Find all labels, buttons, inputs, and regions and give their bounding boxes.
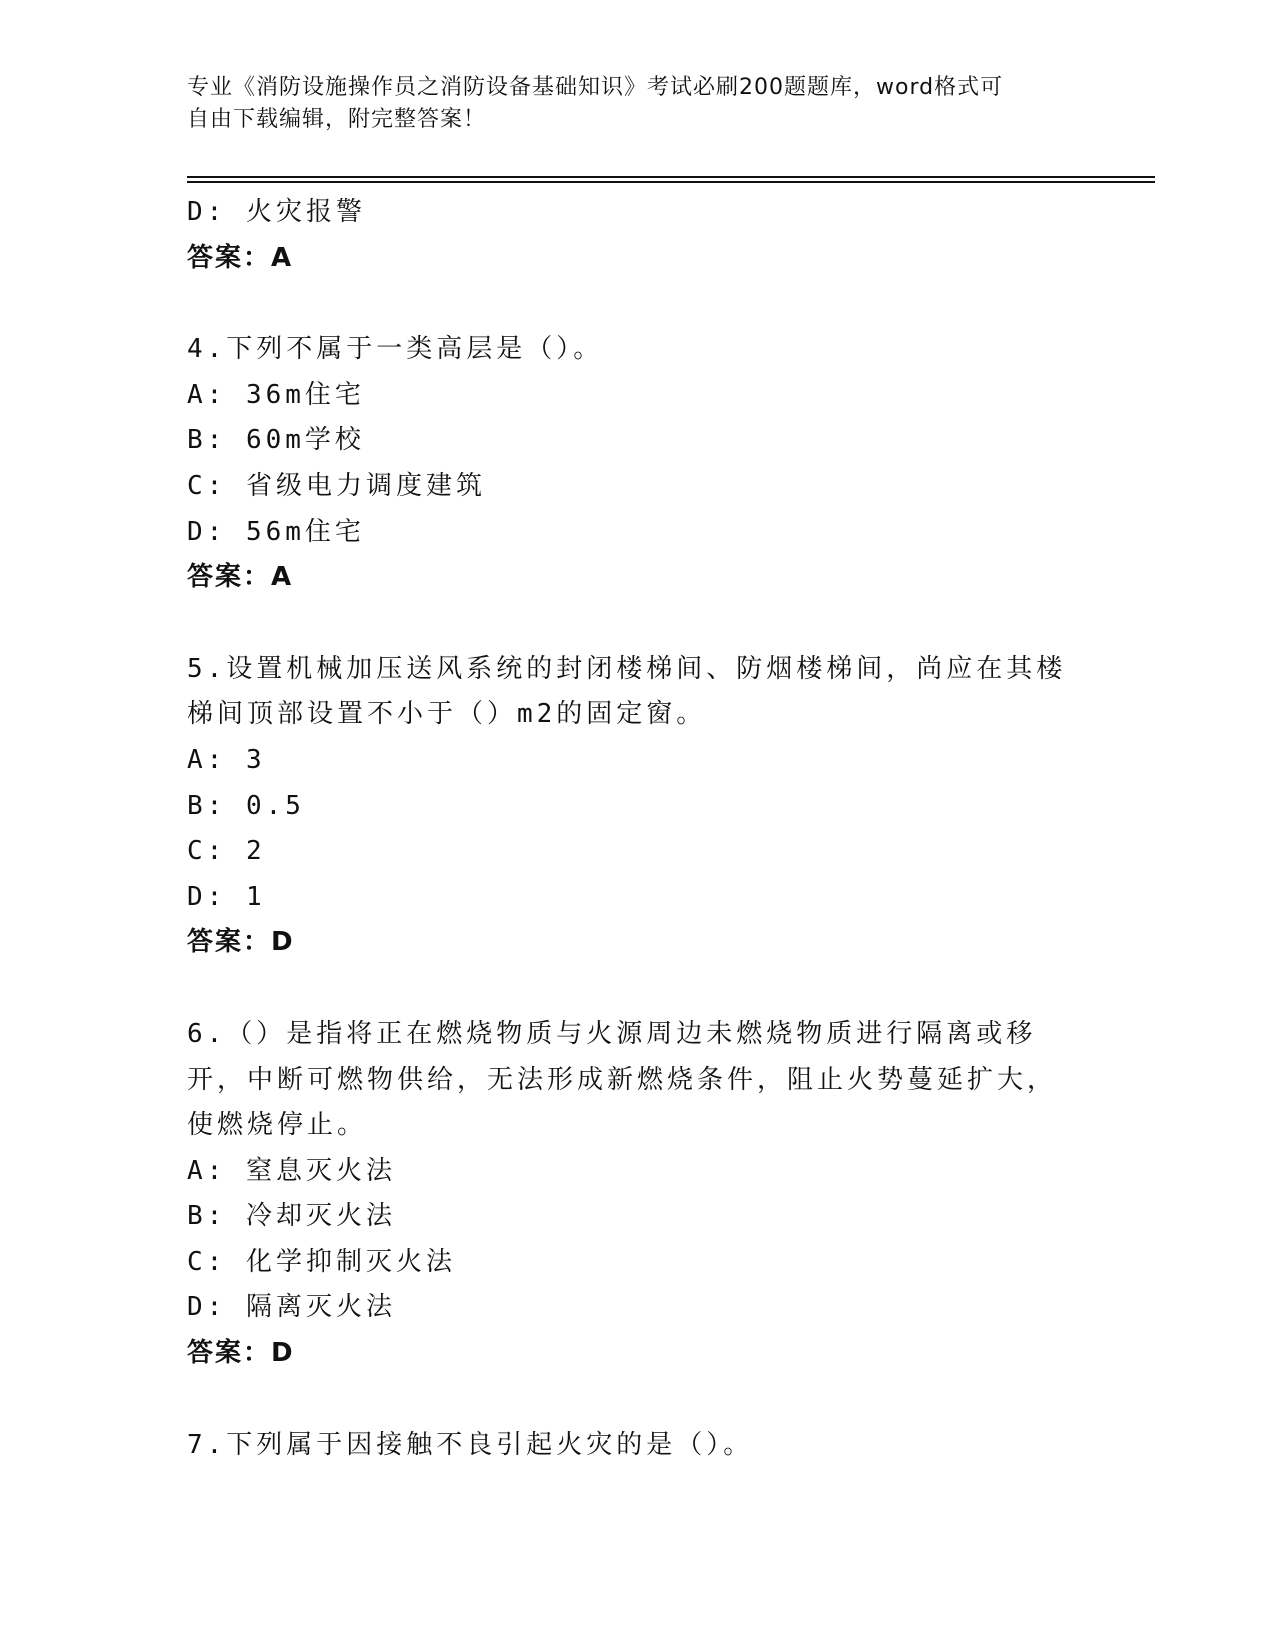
option-b: B: 冷却灭火法 bbox=[187, 1201, 396, 1232]
answer-line: 答案：A bbox=[187, 242, 294, 273]
spacer bbox=[187, 281, 1087, 327]
option-d: D: 56m住宅 bbox=[187, 516, 365, 547]
option-d: D: 火灾报警 bbox=[187, 197, 366, 227]
question-stem: 6.（）是指将正在燃烧物质与火源周边未燃烧物质进行隔离或移开，中断可燃物供给，无法形成新燃烧条件，阻止火势蔓延扩大，使燃烧停止。 bbox=[187, 1018, 1058, 1141]
question-6 bbox=[187, 1012, 1087, 1377]
question-5 bbox=[187, 647, 1087, 966]
option-d: D: 隔离灭火法 bbox=[187, 1292, 396, 1323]
document-header bbox=[187, 72, 1067, 136]
answer-line: 答案：A bbox=[187, 562, 294, 593]
option-c: C: 化学抑制灭火法 bbox=[187, 1246, 456, 1277]
question-stem: 4.下列不属于一类高层是（）。 bbox=[187, 334, 604, 365]
option-a: A: 3 bbox=[187, 744, 266, 775]
option-b: B: 60m学校 bbox=[187, 425, 365, 456]
header-divider-bottom bbox=[187, 181, 1155, 183]
question-list bbox=[187, 190, 1087, 1468]
answer-line: 答案：D bbox=[187, 1338, 295, 1369]
previous-question-tail bbox=[187, 190, 1087, 281]
header-title-line-2: 自由下载编辑，附完整答案！ bbox=[187, 107, 487, 132]
question-7 bbox=[187, 1423, 1087, 1469]
spacer bbox=[187, 1377, 1087, 1423]
question-stem: 5.设置机械加压送风系统的封闭楼梯间、防烟楼梯间，尚应在其楼梯间顶部设置不小于（）m2的固定窗。 bbox=[187, 653, 1067, 730]
question-4 bbox=[187, 327, 1087, 601]
header-title-line-1: 专业《消防设施操作员之消防设备基础知识》考试必刷200题题库，word格式可 bbox=[187, 75, 1004, 100]
question-stem: 7.下列属于因接触不良引起火灾的是（）。 bbox=[187, 1429, 754, 1460]
spacer bbox=[187, 601, 1087, 647]
option-c: C: 省级电力调度建筑 bbox=[187, 470, 486, 501]
option-c: C: 2 bbox=[187, 836, 266, 867]
option-d: D: 1 bbox=[187, 881, 266, 912]
spacer bbox=[187, 966, 1087, 1012]
option-a: A: 36m住宅 bbox=[187, 379, 365, 410]
header-divider-top bbox=[187, 176, 1155, 178]
option-b: B: 0.5 bbox=[187, 790, 305, 821]
answer-line: 答案：D bbox=[187, 927, 295, 958]
option-a: A: 窒息灭火法 bbox=[187, 1155, 396, 1186]
